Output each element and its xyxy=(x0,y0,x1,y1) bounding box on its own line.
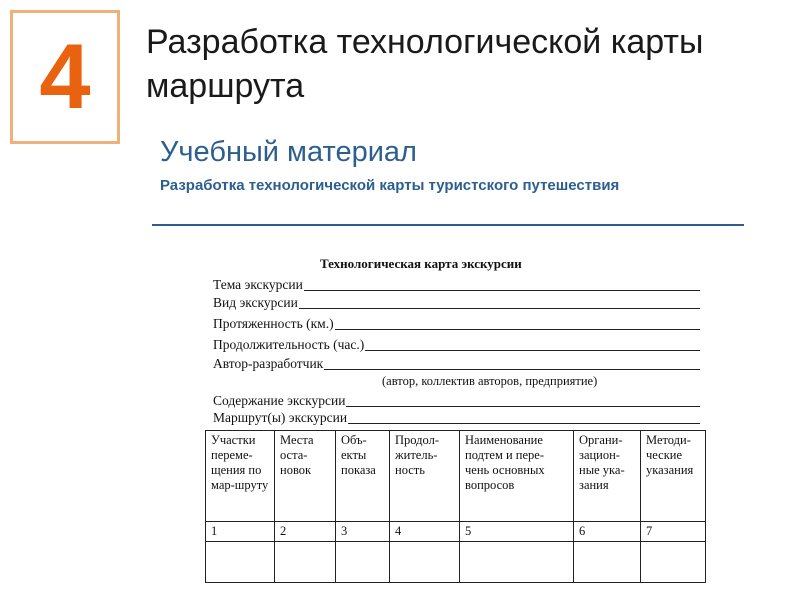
field-length xyxy=(213,316,700,332)
slide-number: 4 xyxy=(39,26,91,128)
column-header: Методи-ческие указания xyxy=(641,431,706,522)
column-header: Продол-житель-ность xyxy=(390,431,460,522)
blank-line xyxy=(324,369,700,370)
blank-line xyxy=(304,290,700,291)
slide-title xyxy=(146,20,796,108)
table-cell xyxy=(275,542,336,583)
column-number: 7 xyxy=(641,522,706,542)
route-table xyxy=(205,430,706,583)
field-author xyxy=(213,356,700,372)
table-cell xyxy=(390,542,460,583)
blank-line xyxy=(335,329,700,330)
table-header-row xyxy=(206,431,706,522)
column-header: Органи-зацион-ные ука-зания xyxy=(574,431,641,522)
table-cell xyxy=(336,542,390,583)
blank-line xyxy=(365,350,700,351)
blank-line xyxy=(348,423,700,424)
divider-line xyxy=(152,224,744,226)
field-duration xyxy=(213,337,700,353)
field-type xyxy=(213,295,700,311)
table-cell xyxy=(641,542,706,583)
field-label: Тема экскурсии xyxy=(213,277,303,292)
field-label: Содержание экскурсии xyxy=(213,393,346,408)
field-topic xyxy=(213,277,700,293)
table-cell xyxy=(206,542,275,583)
blank-line xyxy=(299,308,700,309)
field-label: Вид экскурсии xyxy=(213,295,298,310)
column-number: 6 xyxy=(574,522,641,542)
field-label: Протяженность (км.) xyxy=(213,316,334,331)
document-title: Технологическая карта экскурсии xyxy=(320,256,522,271)
author-hint: (автор, коллектив авторов, предприятие) xyxy=(382,374,598,388)
column-header: Участки переме-щения по мар-шруту xyxy=(206,431,275,522)
table-empty-row xyxy=(206,542,706,583)
field-label: Маршрут(ы) экскурсии xyxy=(213,410,348,425)
column-number: 2 xyxy=(275,522,336,542)
material-heading: Учебный материал xyxy=(160,136,417,168)
column-number: 4 xyxy=(390,522,460,542)
slide-title-line-1: Разработка технологической карты xyxy=(146,23,704,61)
column-header: Наименование подтем и пере-чень основных вопросов xyxy=(460,431,574,522)
field-label: Продолжительность (час.) xyxy=(213,337,365,352)
slide-number-box xyxy=(10,10,120,144)
table-cell xyxy=(460,542,574,583)
column-header: Объ-екты показа xyxy=(336,431,390,522)
slide-title-line-2: маршрута xyxy=(146,67,305,105)
column-header: Места оста-новок xyxy=(275,431,336,522)
field-label: Автор-разработчик xyxy=(213,356,324,371)
field-content xyxy=(213,393,700,409)
table-number-row xyxy=(206,522,706,542)
blank-line xyxy=(346,406,700,407)
field-routes xyxy=(213,410,700,426)
table-cell xyxy=(574,542,641,583)
column-number: 1 xyxy=(206,522,275,542)
column-number: 3 xyxy=(336,522,390,542)
material-subheading: Разработка технологической карты туристского путешествия xyxy=(160,177,620,194)
column-number: 5 xyxy=(460,522,574,542)
